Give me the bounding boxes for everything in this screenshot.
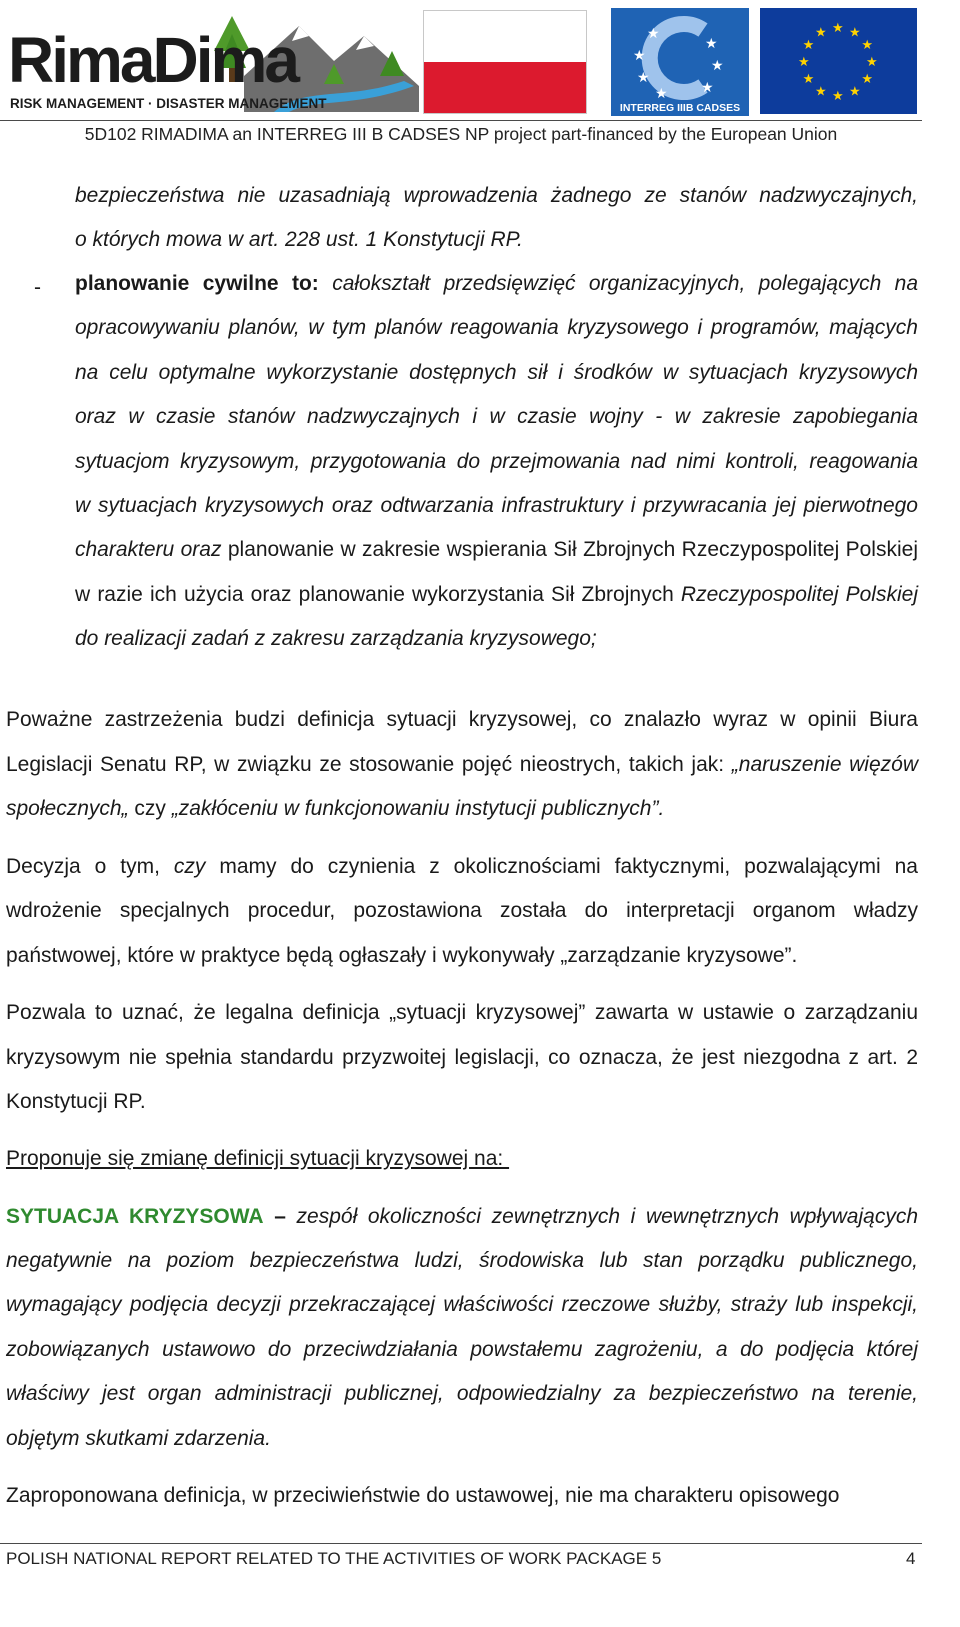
eu-star-icon: ★: [832, 89, 844, 104]
footer-report-title: POLISH NATIONAL REPORT RELATED TO THE ACTIVITIES OF WORK PACKAGE 5: [6, 1549, 662, 1568]
page-header: [0, 0, 960, 144]
svg-text:★: ★: [637, 70, 650, 86]
paragraph-4-line-1-text-b: mamy do czynienia z okolicznościami faktycznymi, pozwalającymi na: [219, 855, 918, 878]
eu-star-icon: ★: [849, 84, 861, 100]
paragraph-5-line-2: kryzysowym nie spełnia standardu przyzwoitej legislacji, co oznacza, że jest niezgodna z art. 2: [6, 1046, 918, 1069]
page-number: 4: [906, 1549, 916, 1568]
logo-tagline: RISK MANAGEMENT · DISASTER MANAGEMENT: [10, 96, 327, 111]
paragraph-3-line-3-italic-b: „zakłóceniu w funkcjonowaniu instytucji publicznych”.: [171, 797, 665, 820]
eu-star-icon: ★: [832, 21, 844, 36]
eu-star-icon: ★: [849, 25, 861, 41]
paragraph-4-line-1-text-a: Decyzja o tym,: [6, 855, 160, 878]
definition-term: SYTUACJA KRYZYSOWA: [6, 1205, 264, 1228]
eu-star-icon: ★: [802, 72, 815, 87]
paragraph-2-line-1-text: całokształt przedsięwzięć organizacyjnych, polegających na: [332, 272, 918, 295]
paragraph-2-line-1: [75, 262, 918, 306]
paragraph-4-line-1-italic: czy: [173, 855, 206, 878]
paragraph-2-line-2: opracowywaniu planów, w tym planów reagowania kryzysowego i programów, mających: [75, 316, 918, 339]
paragraph-2-line-8-italic: Rzeczypospolitej Polskiej: [680, 583, 918, 606]
eu-star-icon: ★: [861, 38, 874, 53]
eu-star-icon: ★: [866, 55, 878, 70]
paragraph-2-line-3: na celu optymalne wykorzystanie dostępnych sił i środków w sytuacjach kryzysowych: [75, 361, 918, 384]
rimadima-logo: [4, 6, 416, 112]
paragraph-3-line-2: [6, 743, 918, 787]
svg-text:★: ★: [701, 80, 714, 96]
paragraph-2-line-8-text: w razie ich użycia oraz planowanie wykorzystania Sił Zbrojnych: [75, 583, 674, 606]
paragraph-4-line-2: wdrożenie specjalnych procedur, pozostawiona została do interpretacji organom władzy: [6, 899, 918, 922]
polish-flag-icon: [423, 10, 587, 114]
project-line: 5D102 RIMADIMA an INTERREG III B CADSES NP project part-financed by the European Union: [84, 124, 838, 144]
eu-star-icon: ★: [802, 38, 815, 53]
definition-line-2: negatywnie na poziom bezpieczeństwa ludzi, środowiska lub stan porządku publicznego,: [6, 1249, 918, 1272]
definition-line-3: wymagający podjęcia decyzji przekraczającej właściwości rzeczowe służby, straży lub inspekcji,: [6, 1293, 918, 1316]
eu-star-icon: ★: [861, 72, 874, 87]
definition-line-1: [6, 1195, 918, 1239]
paragraph-1-line-1: bezpieczeństwa nie uzasadniają wprowadzenia żadnego ze stanów nadzwyczajnych,: [75, 184, 918, 207]
svg-text:★: ★: [633, 48, 646, 64]
eu-star-icon: ★: [798, 55, 810, 70]
footer-divider: [0, 1543, 922, 1544]
paragraph-2-line-9: do realizacji zadań z zakresu zarządzania kryzysowego;: [75, 627, 597, 650]
paragraph-7-line-1: Zaproponowana definicja, w przeciwieństwie do ustawowej, nie ma charakteru opisowego: [6, 1484, 840, 1507]
definition-term-planowanie: planowanie cywilne to:: [75, 272, 319, 295]
paragraph-2-line-7-text: planowanie w zakresie wspierania Sił Zbrojnych Rzeczypospolitej Polskiej: [227, 538, 918, 561]
eu-star-icon: ★: [815, 25, 827, 41]
paragraph-4-line-3: państwowej, które w praktyce będą ogłaszały i wykonywały „zarządzanie kryzysowe”.: [6, 944, 798, 967]
bullet-dash: -: [34, 276, 41, 299]
paragraph-5-line-1: Pozwala to uznać, że legalna definicja „sytuacji kryzysowej” zawarta w ustawie o zarządzaniu: [6, 1001, 918, 1024]
paragraph-2-line-4: oraz w czasie stanów nadzwyczajnych i w czasie wojny - w zakresie zapobiegania: [75, 405, 918, 428]
definition-line-1-text: zespół okoliczności zewnętrznych i wewnętrznych wpływających: [296, 1205, 919, 1228]
paragraph-2-line-6: w sytuacjach kryzysowych oraz odtwarzania infrastruktury i przywracania jej pierwotnego: [75, 494, 918, 517]
paragraph-2-line-7-italic: charakteru oraz: [75, 538, 222, 561]
eu-flag-icon: [760, 8, 917, 114]
paragraph-5-line-3: Konstytucji RP.: [6, 1090, 146, 1113]
paragraph-3-line-3: [6, 787, 918, 831]
definition-line-4: zobowiązanych ustawowo do przeciwdziałania powstałemu zagrożeniu, a do podjęcia której: [6, 1338, 918, 1361]
paragraph-3-line-1: Poważne zastrzeżenia budzi definicja sytuacji kryzysowej, co znalazło wyraz w opinii Biura: [6, 708, 918, 731]
svg-text:★: ★: [705, 36, 718, 52]
logo-wordmark: RimaDima: [8, 24, 297, 96]
paragraph-3-line-2-text: Legislacji Senatu RP, w związku ze stosowanie pojęć nieostrych, takich jak:: [6, 753, 725, 776]
svg-text:★: ★: [655, 86, 668, 102]
paragraph-4-line-1: [6, 845, 918, 889]
proposal-heading: Proponuje się zmianę definicji sytuacji kryzysowej na:: [6, 1147, 510, 1170]
interreg-flag-icon: [611, 8, 749, 116]
definition-line-5: właściwy jest organ administracji publicznej, odpowiedzialny za bezpieczeństwo na terenie,: [6, 1382, 918, 1405]
definition-line-6: objętym skutkami zdarzenia.: [6, 1427, 271, 1450]
definition-dash: –: [274, 1205, 286, 1228]
paragraph-3-line-3-text: czy: [134, 797, 166, 820]
paragraph-3-line-3-italic-a: społecznych„: [6, 797, 129, 820]
svg-text:★: ★: [711, 58, 724, 74]
svg-text:★: ★: [647, 26, 660, 42]
header-divider: [0, 120, 922, 121]
eu-star-icon: ★: [815, 84, 827, 100]
interreg-caption: INTERREG IIIB CADSES: [619, 102, 741, 114]
paragraph-3-line-2-italic: „naruszenie więzów: [731, 753, 918, 776]
paragraph-2-line-5: sytuacjom kryzysowym, przygotowania do przejmowania nad nimi kontroli, reagowania: [75, 450, 918, 473]
paragraph-2-line-8: [75, 573, 918, 617]
paragraph-1-line-2: o których mowa w art. 228 ust. 1 Konstytucji RP.: [75, 228, 523, 251]
paragraph-2-line-7: [75, 528, 918, 572]
